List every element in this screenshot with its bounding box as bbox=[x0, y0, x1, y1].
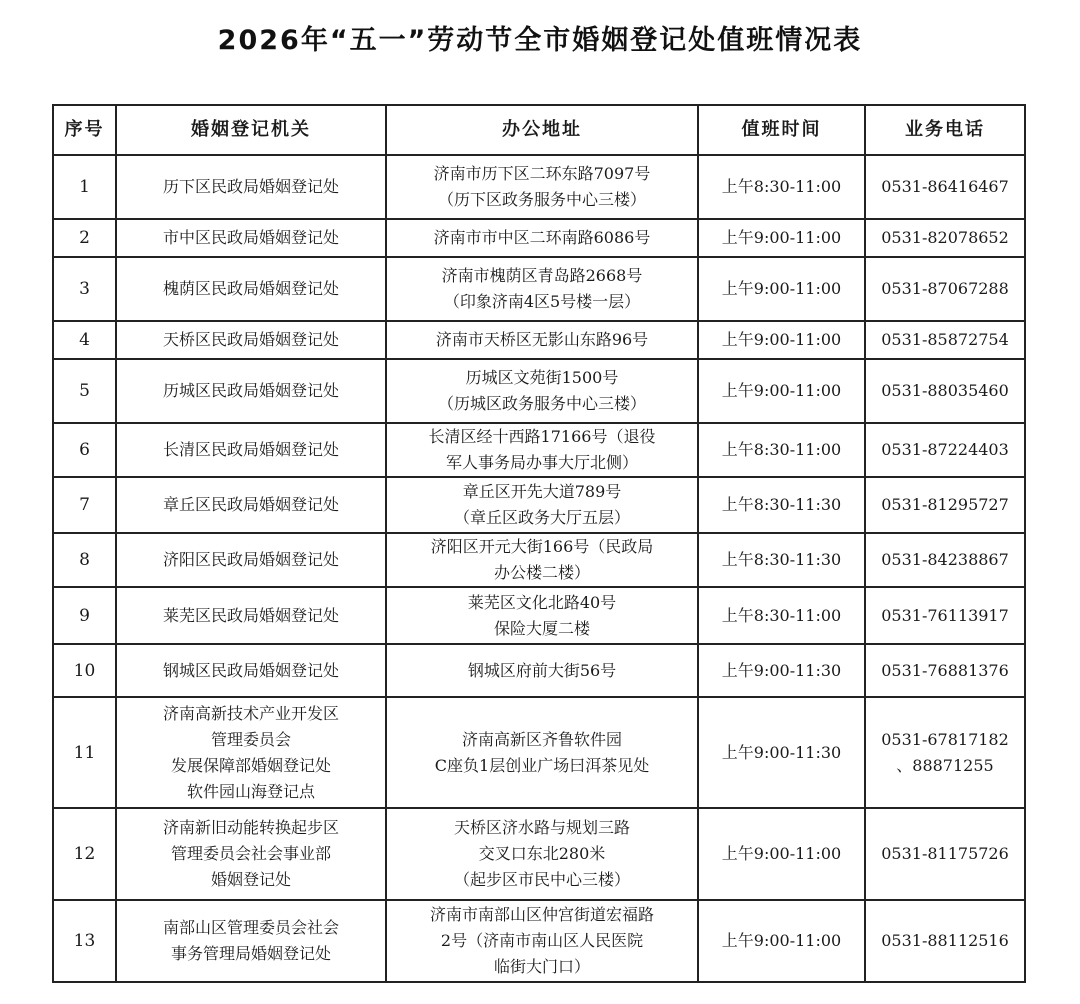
business-phone-line: 0531-87067288 bbox=[881, 279, 1009, 298]
registry-office-line: 历城区民政局婚姻登记处 bbox=[162, 381, 339, 400]
office-address-line: 济南市历下区二环东路7097号 bbox=[433, 164, 651, 183]
duty-time: 上午9:00-11:00 bbox=[698, 808, 865, 900]
table-row bbox=[53, 477, 1025, 533]
header-index: 序号 bbox=[53, 105, 116, 155]
registry-office bbox=[116, 533, 386, 587]
business-phone-line: 0531-81295727 bbox=[881, 495, 1009, 514]
table-row bbox=[53, 533, 1025, 587]
row-index: 10 bbox=[53, 644, 116, 697]
office-address bbox=[386, 697, 698, 808]
table-row bbox=[53, 808, 1025, 900]
registry-office bbox=[116, 477, 386, 533]
registry-office-line: 历下区民政局婚姻登记处 bbox=[162, 177, 339, 196]
business-phone-line: 、88871255 bbox=[896, 755, 994, 775]
table-row bbox=[53, 900, 1025, 982]
office-address-line: （历城区政务服务中心三楼） bbox=[437, 394, 646, 413]
table-row bbox=[53, 587, 1025, 644]
registry-office-line: 钢城区民政局婚姻登记处 bbox=[162, 660, 339, 680]
registry-office-line: 天桥区民政局婚姻登记处 bbox=[162, 330, 339, 349]
business-phone bbox=[865, 477, 1025, 533]
registry-office-line: 婚姻登记处 bbox=[210, 870, 291, 889]
office-address-line: （起步区市民中心三楼） bbox=[453, 870, 630, 889]
office-address-line: 济南市市中区二环南路6086号 bbox=[433, 228, 651, 247]
table-row bbox=[53, 257, 1025, 321]
business-phone bbox=[865, 219, 1025, 257]
row-index: 12 bbox=[53, 808, 116, 900]
row-index: 3 bbox=[53, 257, 116, 321]
business-phone bbox=[865, 900, 1025, 982]
office-address-line: 办公楼二楼） bbox=[493, 563, 590, 582]
duty-time: 上午8:30-11:00 bbox=[698, 587, 865, 644]
duty-time: 上午9:00-11:00 bbox=[698, 359, 865, 423]
business-phone-line: 0531-67817182 bbox=[881, 729, 1009, 749]
office-address-line: 历城区文苑街1500号 bbox=[465, 368, 619, 387]
registry-office-line: 发展保障部婚姻登记处 bbox=[170, 755, 331, 775]
office-address bbox=[386, 808, 698, 900]
business-phone-line: 0531-85872754 bbox=[881, 330, 1009, 349]
registry-office-line: 济南新旧动能转换起步区 bbox=[162, 818, 339, 837]
office-address-line: 钢城区府前大街56号 bbox=[467, 660, 617, 680]
duty-time: 上午8:30-11:00 bbox=[698, 423, 865, 477]
registry-office bbox=[116, 423, 386, 477]
office-address-line: 济阳区开元大街166号（民政局 bbox=[430, 537, 654, 556]
registry-office bbox=[116, 697, 386, 808]
row-index: 2 bbox=[53, 219, 116, 257]
office-address bbox=[386, 587, 698, 644]
business-phone bbox=[865, 587, 1025, 644]
row-index: 9 bbox=[53, 587, 116, 644]
registry-office-line: 软件园山海登记点 bbox=[186, 781, 315, 801]
registry-office-line: 长清区民政局婚姻登记处 bbox=[162, 440, 339, 459]
duty-time: 上午9:00-11:00 bbox=[698, 321, 865, 359]
office-address-line: C座负1层创业广场曰洱茶见处 bbox=[434, 755, 650, 775]
header-duty-time: 值班时间 bbox=[698, 105, 865, 155]
duty-schedule-table bbox=[52, 104, 1026, 983]
table-row bbox=[53, 359, 1025, 423]
registry-office bbox=[116, 587, 386, 644]
header-phone: 业务电话 bbox=[865, 105, 1025, 155]
table-row bbox=[53, 644, 1025, 697]
office-address-line: 莱芜区文化北路40号 bbox=[467, 592, 617, 612]
registry-office bbox=[116, 644, 386, 697]
row-index: 7 bbox=[53, 477, 116, 533]
duty-time: 上午9:00-11:30 bbox=[698, 644, 865, 697]
business-phone-line: 0531-76881376 bbox=[881, 660, 1009, 680]
table-row bbox=[53, 697, 1025, 808]
header-registry-office: 婚姻登记机关 bbox=[116, 105, 386, 155]
duty-time: 上午8:30-11:00 bbox=[698, 155, 865, 219]
table-row bbox=[53, 423, 1025, 477]
office-address-line: 济南市南部山区仲宫街道宏福路 bbox=[429, 905, 654, 924]
business-phone-line: 0531-76113917 bbox=[881, 605, 1009, 625]
duty-time: 上午8:30-11:30 bbox=[698, 533, 865, 587]
registry-office bbox=[116, 321, 386, 359]
business-phone bbox=[865, 808, 1025, 900]
office-address-line: （章丘区政务大厅五层） bbox=[453, 508, 630, 527]
business-phone bbox=[865, 533, 1025, 587]
duty-time: 上午9:00-11:00 bbox=[698, 900, 865, 982]
row-index: 5 bbox=[53, 359, 116, 423]
table-row bbox=[53, 321, 1025, 359]
office-address bbox=[386, 359, 698, 423]
business-phone-line: 0531-88035460 bbox=[881, 381, 1009, 400]
office-address bbox=[386, 321, 698, 359]
office-address-line: 章丘区开先大道789号 bbox=[462, 482, 622, 501]
registry-office-line: 管理委员会社会事业部 bbox=[170, 844, 331, 863]
office-address bbox=[386, 900, 698, 982]
duty-time: 上午9:00-11:00 bbox=[698, 219, 865, 257]
duty-time: 上午8:30-11:30 bbox=[698, 477, 865, 533]
registry-office-line: 管理委员会 bbox=[210, 729, 291, 749]
row-index: 8 bbox=[53, 533, 116, 587]
office-address-line: 保险大厦二楼 bbox=[493, 618, 590, 638]
office-address bbox=[386, 644, 698, 697]
business-phone-line: 0531-84238867 bbox=[881, 550, 1009, 569]
header-address: 办公地址 bbox=[386, 105, 698, 155]
registry-office bbox=[116, 219, 386, 257]
business-phone-line: 0531-81175726 bbox=[881, 844, 1009, 863]
page-title: 2026年“五一”劳动节全市婚姻登记处值班情况表 bbox=[217, 25, 863, 56]
business-phone bbox=[865, 155, 1025, 219]
business-phone bbox=[865, 423, 1025, 477]
business-phone-line: 0531-86416467 bbox=[881, 177, 1009, 196]
office-address-line: 长清区经十西路17166号（退役 bbox=[428, 427, 656, 446]
business-phone bbox=[865, 644, 1025, 697]
row-index: 6 bbox=[53, 423, 116, 477]
business-phone bbox=[865, 697, 1025, 808]
registry-office-line: 济阳区民政局婚姻登记处 bbox=[162, 550, 339, 569]
office-address-line: 济南市槐荫区青岛路2668号 bbox=[441, 266, 643, 285]
office-address bbox=[386, 219, 698, 257]
registry-office-line: 市中区民政局婚姻登记处 bbox=[162, 228, 339, 247]
registry-office-line: 事务管理局婚姻登记处 bbox=[170, 944, 331, 963]
office-address bbox=[386, 423, 698, 477]
table-header-row bbox=[53, 105, 1025, 155]
business-phone bbox=[865, 359, 1025, 423]
office-address-line: 济南高新区齐鲁软件园 bbox=[461, 729, 622, 749]
registry-office-line: 济南高新技术产业开发区 bbox=[162, 703, 339, 723]
row-index: 11 bbox=[53, 697, 116, 808]
row-index: 13 bbox=[53, 900, 116, 982]
office-address-line: 济南市天桥区无影山东路96号 bbox=[435, 330, 649, 349]
registry-office-line: 南部山区管理委员会社会 bbox=[162, 918, 339, 937]
registry-office bbox=[116, 359, 386, 423]
business-phone bbox=[865, 321, 1025, 359]
office-address-line: （印象济南4区5号楼一层） bbox=[443, 292, 641, 311]
duty-time: 上午9:00-11:30 bbox=[698, 697, 865, 808]
office-address bbox=[386, 477, 698, 533]
business-phone-line: 0531-88112516 bbox=[881, 931, 1009, 950]
registry-office-line: 槐荫区民政局婚姻登记处 bbox=[162, 279, 339, 298]
office-address-line: 2号（济南市南山区人民医院 bbox=[440, 931, 644, 950]
registry-office bbox=[116, 808, 386, 900]
registry-office bbox=[116, 257, 386, 321]
registry-office bbox=[116, 155, 386, 219]
office-address bbox=[386, 155, 698, 219]
row-index: 4 bbox=[53, 321, 116, 359]
row-index: 1 bbox=[53, 155, 116, 219]
office-address bbox=[386, 533, 698, 587]
office-address-line: 临街大门口） bbox=[493, 957, 590, 976]
business-phone bbox=[865, 257, 1025, 321]
office-address-line: 天桥区济水路与规划三路 bbox=[453, 818, 630, 837]
business-phone-line: 0531-82078652 bbox=[881, 228, 1009, 247]
office-address-line: 军人事务局办事大厅北侧） bbox=[445, 453, 638, 472]
office-address bbox=[386, 257, 698, 321]
office-address-line: 交叉口东北280米 bbox=[478, 844, 606, 863]
office-address-line: （历下区政务服务中心三楼） bbox=[437, 190, 646, 209]
registry-office-line: 莱芜区民政局婚姻登记处 bbox=[162, 605, 339, 625]
table-row bbox=[53, 219, 1025, 257]
registry-office-line: 章丘区民政局婚姻登记处 bbox=[162, 495, 339, 514]
table-row bbox=[53, 155, 1025, 219]
duty-time: 上午9:00-11:00 bbox=[698, 257, 865, 321]
business-phone-line: 0531-87224403 bbox=[881, 440, 1009, 459]
registry-office bbox=[116, 900, 386, 982]
